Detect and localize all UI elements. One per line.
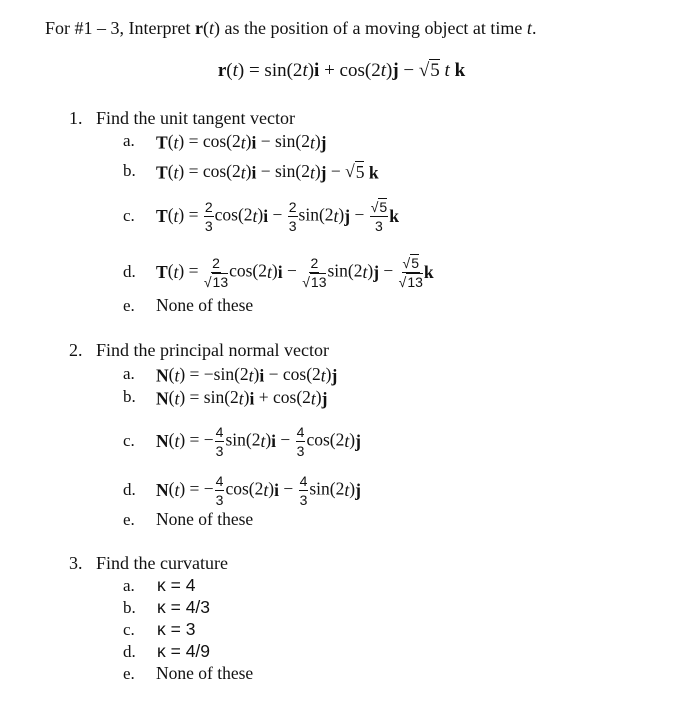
question-2-title: 2. Find the principal normal vector [69, 340, 329, 360]
q1-option-c-math: T(t) = $\frac{2}{3}$ cos(2t)i − $\frac{2}{3}$ sin(2t)j − $\frac{√5}{3}$ k [156, 199, 399, 234]
q1-option-c[interactable]: c. T(t) = $\frac{2}{3}$ cos(2t)i − $\frac{2}{3}$ sin(2t)j − $\frac{√5}{3}$ k [123, 199, 399, 234]
intro-text: For #1 – 3, Interpret r(t) as the position of a moving object at time t. [45, 18, 537, 38]
q1-option-d[interactable]: d. T(t) = $\frac{2}{√13}$ cos(2t)i − $\frac{2}{√13}$ sin(2t)j − $\frac{√5}{√13}$ k [123, 255, 434, 290]
question-3-title: 3. Find the curvature [69, 553, 228, 573]
q2-option-a-math: N(t) = −sin(2t)i − cos(2t)j [156, 363, 338, 386]
q3-option-a[interactable]: a. κ = 4 [123, 575, 196, 595]
q1-option-a[interactable]: a. T(t) = cos(2t)i − sin(2t)j [123, 130, 327, 153]
q1-option-e[interactable]: e. None of these [123, 295, 254, 315]
q2-option-d-math: N(t) = − $\frac{4}{3}$ cos(2t)i − $\frac{4}{3}$ sin(2t)j [156, 473, 361, 508]
q3-option-b[interactable]: b. κ = 4/3 [123, 597, 211, 617]
q2-option-d[interactable]: d. N(t) = − $\frac{4}{3}$ cos(2t)i − $\frac{4}{3}$ sin(2t)j [123, 473, 361, 508]
q2-option-e[interactable]: e. None of these [123, 509, 254, 529]
q3-option-d[interactable]: d. κ = 4/9 [123, 641, 211, 661]
q1-option-b-math: T(t) = cos(2t)i − sin(2t)j − √5 k [156, 160, 379, 183]
q2-option-a[interactable]: a. N(t) = −sin(2t)i − cos(2t)j [123, 363, 338, 386]
q2-option-c-math: N(t) = − $\frac{4}{3}$ sin(2t)i − $\frac{4}{3}$ cos(2t)j [156, 424, 361, 459]
q2-option-c[interactable]: c. N(t) = − $\frac{4}{3}$ sin(2t)i − $\frac{4}{3}$ cos(2t)j [123, 424, 361, 459]
q1-option-d-math: T(t) = $\frac{2}{√13}$ cos(2t)i − $\frac{2}{√13}$ sin(2t)j − $\frac{√5}{√13}$ k [156, 255, 434, 290]
q3-option-c[interactable]: c. κ = 3 [123, 619, 196, 639]
q2-option-b-math: N(t) = sin(2t)i + cos(2t)j [156, 386, 328, 409]
q1-option-a-math: T(t) = cos(2t)i − sin(2t)j [156, 130, 327, 153]
position-function: r(t) = sin(2t)i + cos(2t)j − √5 t k [217, 60, 466, 81]
q1-option-b[interactable]: b. T(t) = cos(2t)i − sin(2t)j − √5 k [123, 160, 379, 183]
question-1-title: 1. Find the unit tangent vector [69, 108, 295, 128]
q2-option-b[interactable]: b. N(t) = sin(2t)i + cos(2t)j [123, 386, 328, 409]
q3-option-e[interactable]: e. None of these [123, 663, 254, 683]
